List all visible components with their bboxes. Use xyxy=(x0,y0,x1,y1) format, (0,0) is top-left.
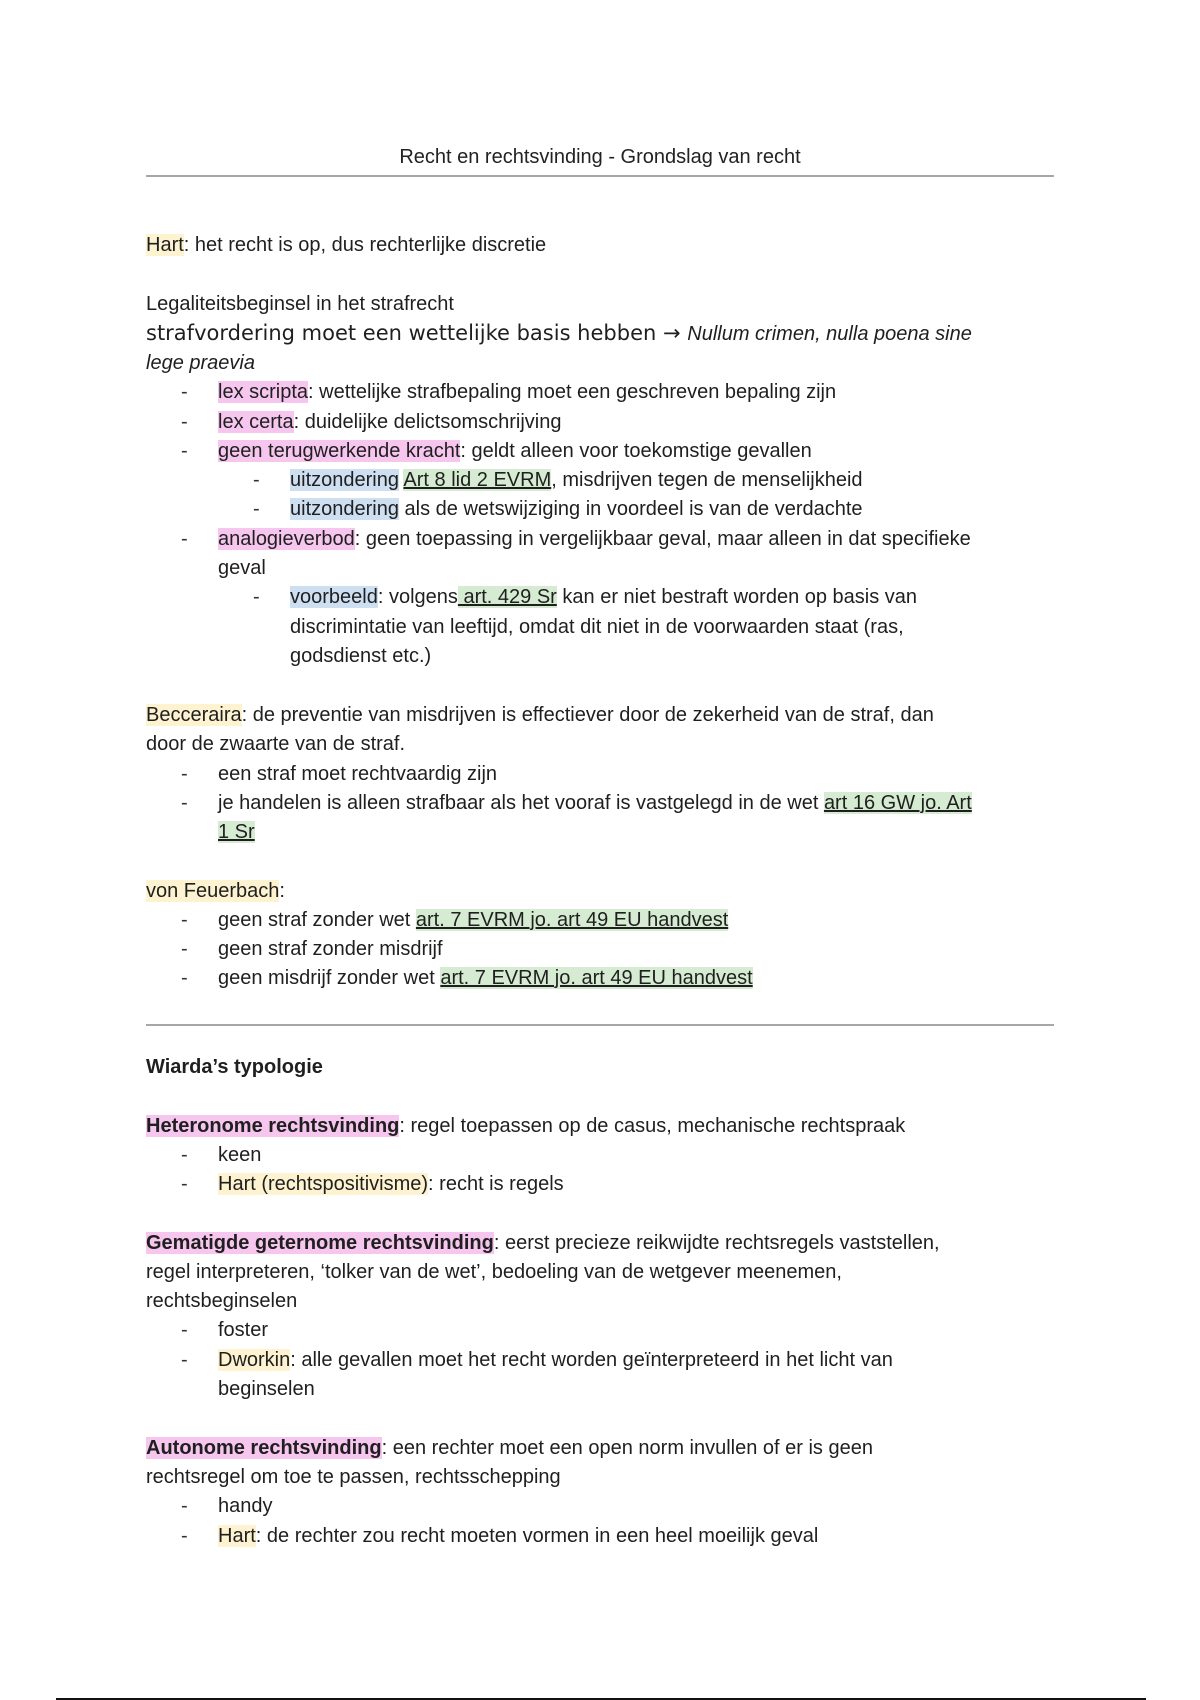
voorbeeld-line2: discrimintatie van leeftijd, omdat dit niet in de voorwaarden staat (ras, xyxy=(290,616,904,638)
feuerbach-item-3-text: geen misdrijf zonder wet xyxy=(218,967,441,989)
header-divider xyxy=(146,175,1054,177)
term-gematigde: Gematigde geternome rechtsvinding xyxy=(146,1232,494,1254)
text-hart: : de rechter zou recht moeten vormen in een heel moeilijk geval xyxy=(255,1525,819,1547)
beccaria-line1 xyxy=(146,701,934,730)
text-terugwerkende-kracht: : geldt alleen voor toekomstige gevallen xyxy=(460,440,812,462)
legaliteit-line1-plain: strafvordering moet een wettelijke basis hebben → xyxy=(146,321,688,345)
list-item-lex-certa xyxy=(218,408,561,437)
beccaria-item-2 xyxy=(218,789,972,818)
bullet: - xyxy=(181,440,188,462)
legaliteit-title: Legaliteitsbeginsel in het strafrecht xyxy=(146,293,454,315)
legaliteit-line2: lege praevia xyxy=(146,352,255,374)
term-analogieverbod: analogieverbod xyxy=(218,528,355,550)
bullet: - xyxy=(181,411,188,433)
list-item-analogieverbod xyxy=(218,525,971,554)
term-uitzondering: uitzondering xyxy=(290,469,399,491)
ref-art-429-sr[interactable]: art. 429 Sr xyxy=(457,586,557,608)
bullet: - xyxy=(181,1144,188,1166)
bullet: - xyxy=(181,967,188,989)
text-voorbeeld-b: kan er niet bestraft worden op basis van xyxy=(556,586,918,608)
term-voorbeeld: voorbeeld xyxy=(290,586,378,608)
bullet: - xyxy=(253,469,260,491)
hart-term: Hart xyxy=(146,234,184,256)
term-autonome: Autonome rechtsvinding xyxy=(146,1437,382,1459)
bullet: - xyxy=(181,1495,188,1517)
beccaria-item-2-text: je handelen is alleen strafbaar als het vooraf is vastgelegd in de wet xyxy=(218,792,824,814)
bullet: - xyxy=(181,792,188,814)
legaliteit-line1 xyxy=(146,319,972,349)
gematigde-item-2 xyxy=(218,1346,893,1375)
section-divider xyxy=(146,1024,1054,1026)
ref-art-16-gw[interactable]: art 16 GW jo. Art xyxy=(823,792,972,814)
bullet: - xyxy=(181,763,188,785)
term-hart-rechtspositivisme: Hart (rechtspositivisme) xyxy=(218,1173,429,1195)
feuerbach-colon: : xyxy=(279,880,285,902)
beccaria-term: Becceraira xyxy=(146,704,242,726)
bullet: - xyxy=(181,1349,188,1371)
autonome-item-2 xyxy=(218,1522,818,1551)
bullet: - xyxy=(181,528,188,550)
hart-text: : het recht is op, dus rechterlijke discretie xyxy=(183,234,547,256)
ref-art-7-evrm[interactable]: art. 7 EVRM jo. art 49 EU handvest xyxy=(440,967,753,989)
hart-line xyxy=(146,231,546,260)
bullet: - xyxy=(181,1525,188,1547)
bullet: - xyxy=(181,1319,188,1341)
text-heteronome: : regel toepassen op de casus, mechanische rechtspraak xyxy=(399,1115,906,1137)
text-analogieverbod: : geen toepassing in vergelijkbaar geval, maar alleen in dat specifieke xyxy=(354,528,971,550)
term-dworkin: Dworkin xyxy=(218,1349,291,1371)
gematigde-line2: regel interpreteren, ‘tolker van de wet’, bedoeling van de wetgever meenemen, xyxy=(146,1261,842,1283)
gematigde-line1 xyxy=(146,1229,940,1258)
text-autonome: : een rechter moet een open norm invullen of er is geen xyxy=(381,1437,873,1459)
feuerbach-term: von Feuerbach xyxy=(146,880,280,902)
ref-art-7-evrm[interactable]: art. 7 EVRM jo. art 49 EU handvest xyxy=(415,909,729,931)
term-lex-certa: lex certa xyxy=(218,411,294,433)
text-dworkin: : alle gevallen moet het recht worden geïnterpreteerd in het licht van xyxy=(290,1349,893,1371)
beccaria-text: : de preventie van misdrijven is effectiever door de zekerheid van de straf, dan xyxy=(241,704,934,726)
list-item-terugwerkende-kracht xyxy=(218,437,812,466)
bullet: - xyxy=(253,586,260,608)
bullet: - xyxy=(181,938,188,960)
autonome-item-1: handy xyxy=(218,1495,273,1517)
term-heteronome: Heteronome rechtsvinding xyxy=(146,1115,400,1137)
term-hart: Hart xyxy=(218,1525,256,1547)
text-hart-rechtspositivisme: : recht is regels xyxy=(428,1173,564,1195)
term-lex-scripta: lex scripta xyxy=(218,381,309,403)
gematigde-item-1: foster xyxy=(218,1319,269,1341)
list-item-lex-scripta xyxy=(218,378,836,407)
term-uitzondering: uitzondering xyxy=(290,498,399,520)
feuerbach-title xyxy=(146,877,285,906)
feuerbach-item-3 xyxy=(218,964,753,993)
text-uitzondering-1: , misdrijven tegen de menselijkheid xyxy=(551,469,863,491)
bullet: - xyxy=(181,381,188,403)
gematigde-line3: rechtsbeginselen xyxy=(146,1290,298,1312)
text-uitzondering-2: als de wetswijziging in voordeel is van de verdachte xyxy=(398,498,863,520)
autonome-line1 xyxy=(146,1434,873,1463)
sub-item-uitzondering-2 xyxy=(290,495,863,524)
text-gematigde: : eerst precieze reikwijdte rechtsregels vaststellen, xyxy=(493,1232,940,1254)
term-terugwerkende-kracht: geen terugwerkende kracht xyxy=(218,440,461,462)
beccaria-item-2-line2 xyxy=(218,818,255,847)
gematigde-item-2-line2: beginselen xyxy=(218,1378,315,1400)
beccaria-line2: door de zwaarte van de straf. xyxy=(146,733,406,755)
feuerbach-item-1-text: geen straf zonder wet xyxy=(218,909,416,931)
sub-item-uitzondering-1 xyxy=(290,466,863,495)
text-lex-certa: : duidelijke delictsomschrijving xyxy=(293,411,562,433)
heteronome-item-1: keen xyxy=(218,1144,262,1166)
feuerbach-item-2: geen straf zonder misdrijf xyxy=(218,938,443,960)
bullet: - xyxy=(181,1173,188,1195)
page-header: Recht en rechtsvinding - Grondslag van recht xyxy=(399,146,801,168)
ref-art-8-evrm[interactable]: Art 8 lid 2 EVRM xyxy=(403,469,552,491)
voorbeeld-line3: godsdienst etc.) xyxy=(290,645,432,667)
wiarda-title: Wiarda’s typologie xyxy=(146,1056,323,1078)
feuerbach-item-1 xyxy=(218,906,728,935)
heteronome-item-2 xyxy=(218,1170,564,1199)
ref-art-1-sr[interactable]: 1 Sr xyxy=(218,821,255,843)
autonome-line2: rechtsregel om toe te passen, rechtsschepping xyxy=(146,1466,561,1488)
analogieverbod-line2: geval xyxy=(218,557,266,579)
bullet: - xyxy=(181,909,188,931)
legaliteit-line1-italic: Nullum crimen, nulla poena sine xyxy=(687,323,972,345)
sub-item-voorbeeld xyxy=(290,583,917,612)
text-lex-scripta: : wettelijke strafbepaling moet een geschreven bepaling zijn xyxy=(308,381,837,403)
beccaria-item-1: een straf moet rechtvaardig zijn xyxy=(218,763,498,785)
text-voorbeeld-a: : volgens xyxy=(377,586,458,608)
heteronome-line xyxy=(146,1112,905,1141)
bullet: - xyxy=(253,498,260,520)
